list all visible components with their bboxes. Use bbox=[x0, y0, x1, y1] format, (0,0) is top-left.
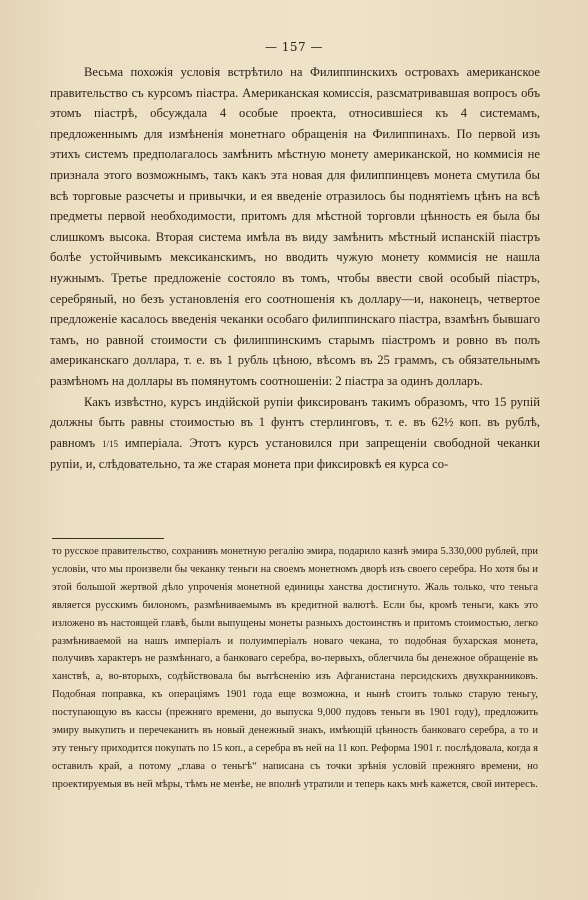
paragraph-text: имперіала. Этотъ курсъ установился при запрещеніи свободной чеканки рупіи, и, слѣдовательно, та же старая монета при фиксировкѣ ея курса со- bbox=[50, 435, 540, 472]
fraction: 1/15 bbox=[102, 438, 119, 449]
paragraph-indian-rupee bbox=[50, 392, 540, 475]
footnote bbox=[52, 543, 538, 794]
page-number: — 157 — bbox=[264, 40, 324, 54]
footnote-text: то русское правительство, сохранивъ монетную регалію эмира, подарило казнѣ эмира 5.330,000 рублей, при условіи, что мы произвели бы чеканку теньги на своемъ монетномъ дворѣ изъ своего серебра. Но хотя бы и этой большой жертвой дѣло упроченія монетной единицы ханства достигнуто. Жаль только, что теньга является русскимъ билономъ, размѣниваемымъ въ кредитной валютѣ. Если бы, кромѣ теньги, какъ это изложено въ настоящей главѣ, были выпущены монеты разныхъ достоинствъ и притомъ стоимостью, легко размѣниваемой на нашъ имперіалъ и полуимперіалъ новаго чекана, то подобная бухарская монета, получивъ характеръ не размѣннаго, а банковаго серебра, во-первыхъ, облегчила бы денежное обращеніе въ ханствѣ, а, во-вторыхъ, содѣйствовала бы вытѣсненію изъ Афганистана персидскихъ двухкранниковъ. Подобная поправка, къ операціямъ 1901 года еще возможна, и нынѣ стоитъ только старую теньгу, поступающую въ кассы (прежняго времени, до выпуска 9,000 пудовъ теньги въ 1901 году), предложить эмиру выкупить и перечеканить въ новый денежный знакъ, имѣющій цѣнность банковаго серебра, а то и эту теньгу приходится покупать по 15 коп., а серебра въ ней на 11 коп. Реформа 1901 г. послѣдовала, когда я оставилъ край, а потому „глава о теньгѣ“ написана съ точки зрѣнія условій прежняго времени, но проектируемыя въ ней мѣры, тѣмъ не менѣе, не вполнѣ утратили и теперь какъ мнѣ кажется, свой интересъ. bbox=[52, 546, 538, 790]
main-text bbox=[50, 62, 540, 475]
footnote-divider bbox=[52, 538, 164, 539]
paragraph-text: Какъ извѣстно, курсъ индійской рупіи фиксированъ такимъ образомъ, что 15 рупій должны быть равны стоимостью въ 1 фунтъ стерлинговъ, т. е. въ 62½ коп. въ рублѣ, равномъ bbox=[50, 394, 540, 450]
paragraph-philippines: Весьма похожія условія встрѣтило на Филиппинскихъ островахъ американское правительство съ курсомъ піастра. Американская комиссія, разсматривавшая вопросъ объ этомъ піастрѣ, обсуждала 4 особые проекта, относившіеся къ 4 системамъ, предложеннымъ для измѣненія монетнаго обращенія на Филиппинахъ. По первой изъ этихъ системъ предполагалось замѣнить мѣстную монету американской, но коммисія не признала этого возможнымъ, такъ какъ эта новая для филиппинцевъ монета смутила бы всѣ торговые разсчеты и привычки, и ея введеніе отразилось бы поднятіемъ цѣнъ на всѣ предметы первой необходимости, притомъ для мѣстной торговли цѣнность ея была бы слишкомъ высока. Вторая система имѣла въ виду замѣнить мѣстный испанскій піастръ болѣе устойчивымъ мексиканскимъ, но вводить чужую монету коммисія не нашла нужнымъ. Третье предложеніе состояло въ томъ, чтобы ввести свой особый піастръ, серебряный, но безъ установленія его соотношенія къ доллару—и, наконецъ, четвертое предложеніе касалось введенія чеканки особаго филиппинскаго піастра, взамѣнъ бывшаго тамъ, но равной стоимости съ филиппинскимъ старымъ піастромъ и ровно въ полъ американскаго доллара, т. е. въ 1 рубль цѣною, вѣсомъ въ 25 граммъ, съ обязательнымъ размѣномъ на доллары въ помянутомъ соотношеніи: 2 піастра за одинъ долларъ. bbox=[50, 65, 540, 388]
